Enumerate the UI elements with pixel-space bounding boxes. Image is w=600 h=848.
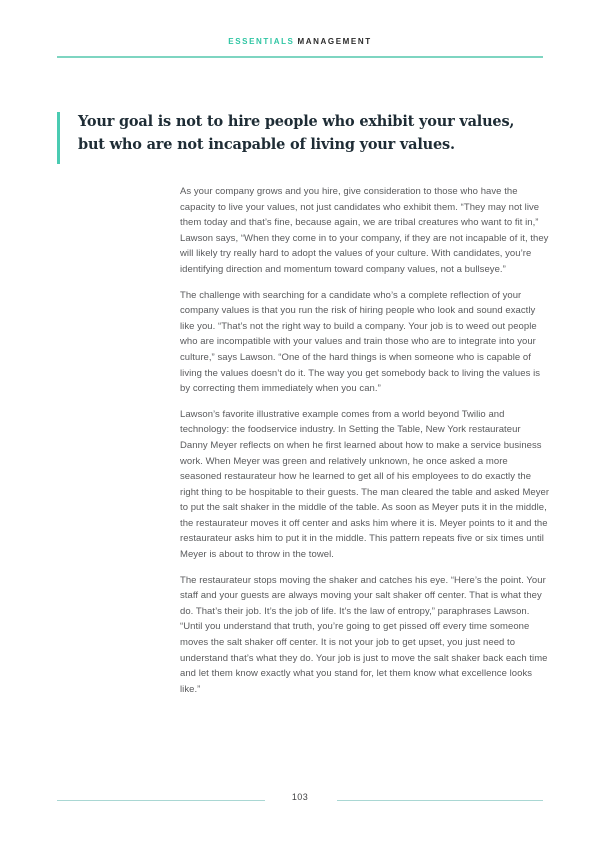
quote-text [78, 110, 558, 156]
section-kicker [0, 37, 600, 47]
page-number: 103 [291, 792, 309, 802]
paragraph-2: The challenge with searching for a candidate who’s a complete reflection of your company values is that you run the risk of hiring people who look and sound exactly like you. “That’s not the right way to build a company. Your job is to weed out people who are incompatible with your values and train those who are to integrate into your culture,” says Lawson. “One of the hard things is when someone who is capable of living the values doesn’t do it. The way you get somebody back to living the values is by correcting them immediately when you can.” [180, 289, 541, 395]
quote-line-2: but who are not incapable of living your values. [78, 136, 455, 153]
paragraph-1: As your company grows and you hire, give consideration to those who have the capacity to live your values, not just candidates who exhibit them. “They may not live them today and that’s fine, because again, we are tribal creatures who want to fit in,” Lawson says, “When they come in to your company, if they are not incapable of it, they will likely try really hard to adopt the values of your culture. With candidates, you’re identifying direction and momentum toward company values, not a bullseye.” [180, 186, 549, 275]
footer-rule-right [337, 800, 543, 801]
quote-line-1: Your goal is not to hire people who exhibit your values, [78, 113, 515, 130]
header-rule [57, 56, 543, 58]
body-copy [180, 184, 550, 707]
paragraph-3: Lawson’s favorite illustrative example comes from a world beyond Twilio and technology: the foodservice industry. In Setting the Table, New York restaurateur Danny Meyer reflects on when he first learned about how to make a service business work. When Meyer was green and relatively unknown, he once asked a more seasoned restaurateur how he learned to get all of his employees to do exactly the right thing to be hospitable to their guests. The man cleared the table and asked Meyer to put the salt shaker in the middle of the table. As soon as Meyer puts it in the middle, the restaurateur moves it off center and asks him where it is. Meyer points to it and the restaurateur asks him to put it in the middle. This pattern repeats five or six times until Meyer is about to throw in the towel. [180, 408, 550, 561]
paragraph-4: The restaurateur stops moving the shaker and catches his eye. “Here’s the point. Your staff and your guests are always moving your salt shaker off center. That is what they do. That’s their job. It’s the job of life. It’s the law of entropy,” paraphrases Lawson. “Until you understand that truth, you’re going to get pissed off every time someone moves the salt shaker off center. It is not your job to get upset, you just need to understand that’s what they do. Your job is just to move the salt shaker back each time and let them know exactly what you stand for, let them know what excellence looks like.” [180, 574, 548, 695]
kicker-topic-label: MANAGEMENT [297, 37, 372, 46]
quote-accent-bar [57, 112, 60, 164]
kicker-series-label: ESSENTIALS [228, 37, 295, 46]
